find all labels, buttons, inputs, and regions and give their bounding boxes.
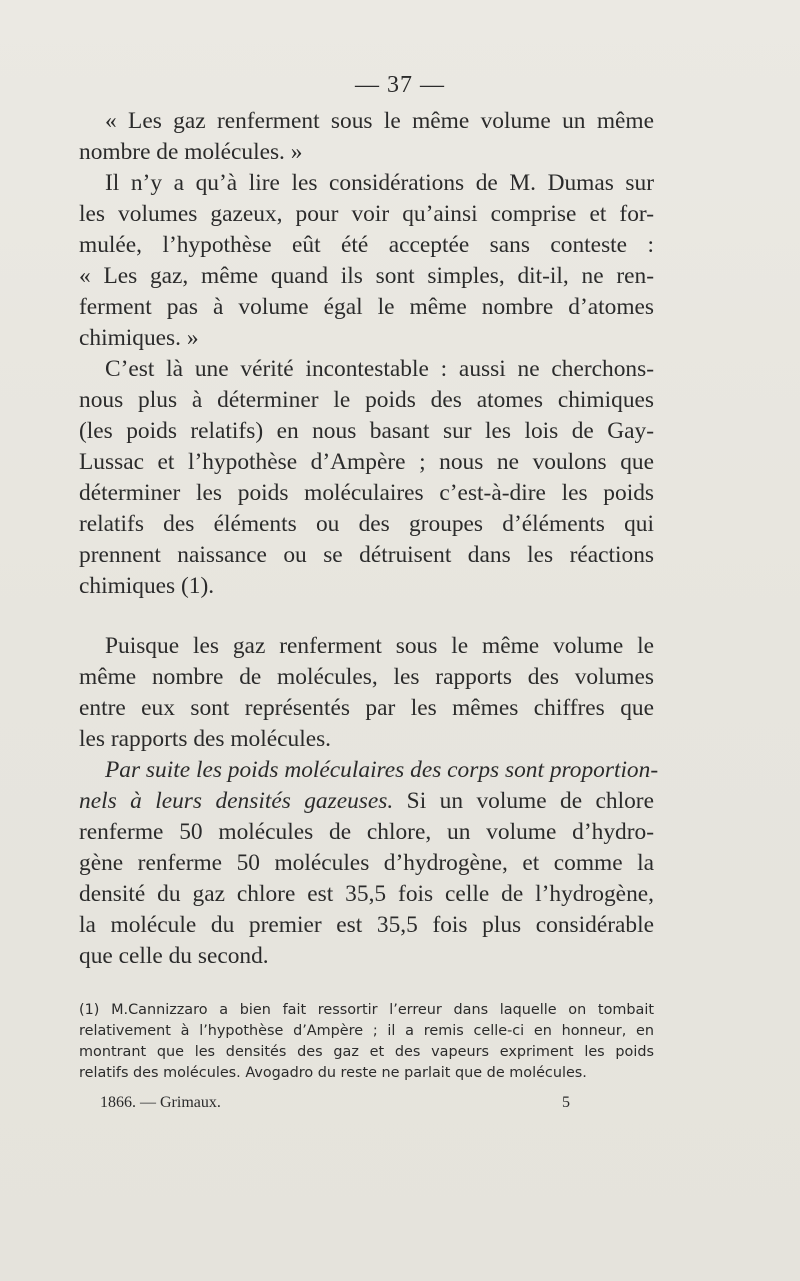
text-line: renferme 50 molécules de chlore, un volume d’hydro- — [79, 819, 654, 845]
footnote — [79, 1000, 654, 1084]
text-line: C’est là une vérité incontestable : aussi ne cherchons- — [105, 356, 654, 382]
footnote-line: relativement à l’hypothèse d’Ampère ; il a remis celle-ci en honneur, en — [79, 1023, 654, 1039]
text-line — [79, 786, 654, 817]
text-line: Il n’y a qu’à lire les considérations de M. Dumas sur — [105, 170, 654, 196]
text-line: (les poids relatifs) en nous basant sur les lois de Gay- — [79, 418, 654, 444]
footnote-line: relatifs des molécules. Avogadro du reste ne parlait que de molécules. — [79, 1065, 587, 1081]
text-line: « Les gaz renferment sous le même volume un même — [105, 108, 654, 134]
text-line: les rapports des molécules. — [79, 726, 332, 752]
italic-text-line: Par suite les poids moléculaires des corps sont proportion- — [105, 757, 659, 783]
paragraph — [79, 168, 654, 354]
text-line: prennent naissance ou se détruisent dans les réactions — [79, 542, 654, 568]
text-line: relatifs des éléments ou des groupes d’éléments qui — [79, 511, 654, 537]
text-line: mulée, l’hypothèse eût été acceptée sans conteste : — [79, 232, 654, 258]
signature-mark: 1866. — Grimaux. — [100, 1094, 221, 1111]
text-line: Lussac et l’hypothèse d’Ampère ; nous ne voulons que — [79, 449, 654, 475]
text-line: nombre de molécules. » — [79, 139, 303, 165]
text-line: la molécule du premier est 35,5 fois plus considérable — [79, 912, 654, 938]
text-line: ferment pas à volume égal le même nombre d’atomes — [79, 294, 654, 320]
signature-number: 5 — [562, 1094, 570, 1111]
text-line: densité du gaz chlore est 35,5 fois celle de l’hydrogène, — [79, 881, 654, 907]
paragraph-spacer — [79, 602, 654, 631]
text-line: entre eux sont représentés par les mêmes chiffres que — [79, 695, 654, 721]
footnote-line: (1) M.Cannizzaro a bien fait ressortir l’erreur dans laquelle on tombait — [79, 1002, 654, 1018]
text-line: nous plus à déterminer le poids des atomes chimiques — [79, 387, 654, 413]
text-line: déterminer les poids moléculaires c’est-à-dire les poids — [79, 480, 654, 506]
printer-signature — [100, 1094, 570, 1112]
text-line: chimiques. » — [79, 325, 199, 351]
paragraph — [79, 755, 659, 972]
text-line: chimiques (1). — [79, 573, 215, 599]
text-line: « Les gaz, même quand ils sont simples, dit-il, ne ren- — [79, 263, 654, 289]
paragraph — [79, 631, 654, 755]
paragraph — [79, 106, 654, 168]
text-line: Puisque les gaz renferment sous le même volume le — [105, 633, 654, 659]
main-text — [79, 106, 659, 972]
page-number: — 37 — — [355, 72, 445, 98]
text-line: gène renferme 50 molécules d’hydrogène, et comme la — [79, 850, 654, 876]
text-fragment: Si un volume de chlore — [393, 788, 654, 814]
text-line: les volumes gazeux, pour voir qu’ainsi comprise et for- — [79, 201, 654, 227]
footnote-line: montrant que les densités des gaz et des vapeurs expriment les poids — [79, 1044, 654, 1060]
italic-phrase: nels à leurs densités gazeuses. — [79, 788, 394, 814]
text-line: même nombre de molécules, les rapports des volumes — [79, 664, 654, 690]
paragraph — [79, 354, 654, 602]
text-line: que celle du second. — [79, 943, 269, 969]
